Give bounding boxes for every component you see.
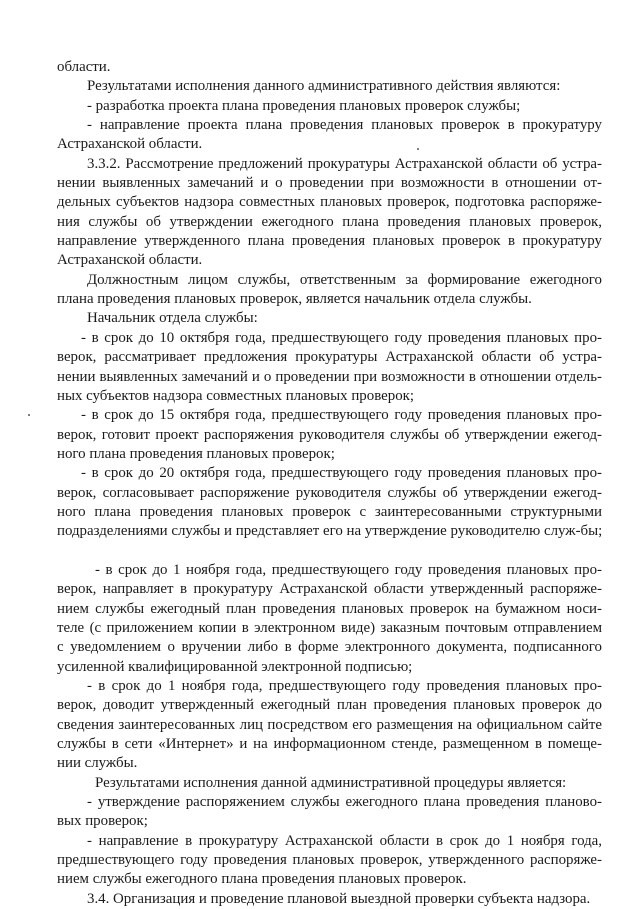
text-line: - утверждение распоряжением службы ежегодного плана проведения планово- [87,794,602,811]
text-line: верок, направляет в прокуратуру Астраханской области утвержденный распоряже- [57,581,602,598]
text-line: плана проведения плановых проверок, является начальник отдела службы. [57,291,532,308]
text-line: предшествующего году проведения плановых проверок, утвержденного распоряже- [57,852,602,869]
scan-speck [28,414,30,416]
text-line [57,542,602,561]
text-line: - в срок до 10 октября года, предшествующего году проведения плановых про- [81,329,602,346]
text-line: области. [57,59,111,75]
text-line: службы в сети «Интернет» и на информационном стенде, размещенном в помеще- [57,736,602,753]
text-line: - в срок до 1 ноября года, предшествующего году проведения плановых про- [95,561,602,578]
text-line: Результатами исполнения данного административного действия являются: [87,78,561,95]
text-line: ного плана проведения плановых проверок с заинтересованными структурными [57,503,602,520]
text-line: верок, готовит проект распоряжения руководителя службы об утверждении ежегод- [57,426,602,443]
text-line: Результатами исполнения данной административной процедуры является: [95,774,567,791]
text-line: нии службы. [57,755,138,772]
text-line: направление утвержденного плана проведения плановых проверок в прокуратуру [57,233,602,250]
document-body [57,58,602,909]
text-line: ного плана проведения плановых проверок; [57,445,335,462]
text-line: нении выявленных замечаний и о проведении при возможности в отношении отдель- [57,368,602,385]
text-line: усиленной квалифицированной электронной подписью; [57,658,413,675]
text-line: - в срок до 1 ноября года, предшествующего году проведения плановых про- [87,678,602,694]
text-line: верок, согласовывает распоряжение руководителя службы об утверждении ежегод- [57,484,602,501]
text-line: ния службы об утверждении ежегодного плана проведения плановых проверок, [57,213,602,230]
text-line: теле (с приложением копии в электронном виде) заказным почтовым отправлением [57,619,602,636]
text-line: 3.4. Организация и проведение плановой выездной проверки субъекта надзора. [87,890,591,907]
scan-speck [417,148,419,150]
text-line: нием службы ежегодного плана проведения плановых проверок. [57,871,467,888]
text-line: нием службы ежегодный план проведения плановых проверок на бумажном носи- [57,600,602,617]
text-line: 3.3.2. Рассмотрение предложений прокуратуры Астраханской области об устра- [87,155,602,172]
text-line: верок, рассматривает предложения прокуратуры Астраханской области об устра- [57,349,602,366]
text-line: - разработка проекта плана проведения плановых проверок службы; [87,97,521,114]
text-line: верок, доводит утвержденный ежегодный план проведения плановых проверок до [57,697,602,714]
text-line: с уведомлением о вручении либо в форме электронного документа, подписанного [57,639,602,656]
text-line: - в срок до 20 октября года, предшествующего году проведения плановых про- [81,465,602,482]
text-line: подразделениями службы и представляет его на утверждение руководителю служ-бы; [57,523,603,540]
text-line: Начальник отдела службы: [87,310,258,327]
text-line: - направление в прокуратуру Астраханской области в срок до 1 ноября года, [87,832,602,849]
text-line: ных субъектов надзора совместных плановых проверок; [57,387,415,404]
text-line: Должностным лицом службы, ответственным за формирование ежегодного [87,271,602,288]
text-line: Астраханской области. [57,136,203,153]
text-line: вых проверок; [57,813,148,830]
text-line: - направление проекта плана проведения плановых проверок в прокуратуру [87,117,602,134]
text-line: нении выявленных замечаний и о проведении при возможности в отношении от- [57,175,602,192]
text-line: - в срок до 15 октября года, предшествующего году проведения плановых про- [81,407,602,424]
text-line: Астраханской области. [57,252,203,269]
text-line: дельных субъектов надзора совместных плановых проверок, подготовка распоряже- [57,194,602,211]
text-line: сведения заинтересованных лиц посредством его размещения на официальном сайте [57,716,602,733]
